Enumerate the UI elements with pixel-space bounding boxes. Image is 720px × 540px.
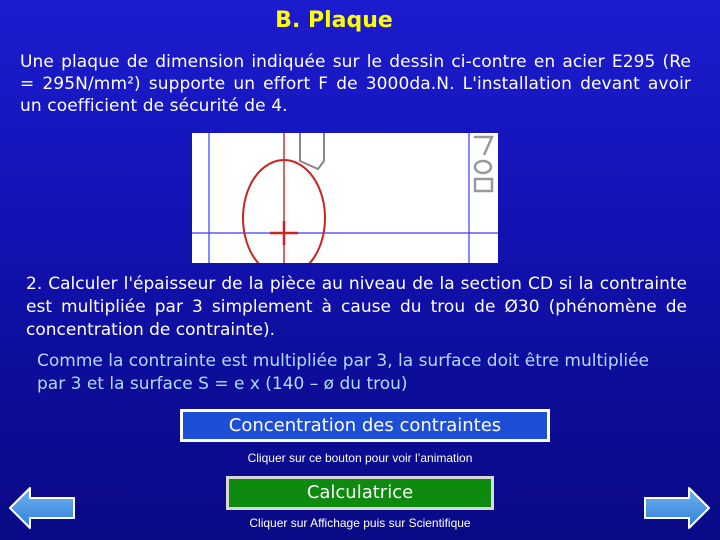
- question-text: 2. Calculer l'épaisseur de la pièce au niveau de la section CD si la contrainte est multipliée par 3 simplement à cause du trou de Ø30 (phénomène de concentration de contrainte).: [26, 274, 687, 340]
- arrow-left-icon: [8, 486, 76, 530]
- calculator-hint: Cliquer sur Affichage puis sur Scientifique: [249, 516, 471, 530]
- answer-text: Comme la contrainte est multipliée par 3, la surface doit être multipliée par 3 et la surface S = e x (140 – ø du trou): [37, 351, 649, 394]
- plate-drawing: [192, 133, 498, 263]
- concentration-hint: Cliquer sur ce bouton pour voir l’animation: [247, 451, 473, 465]
- next-slide-button[interactable]: [643, 486, 711, 530]
- arrow-right-icon: [643, 486, 711, 530]
- problem-statement: Une plaque de dimension indiquée sur le dessin ci-contre en acier E295 (Re = 295N/mm²) supporte un effort F de 3000da.N. L'installation devant avoir un coefficient de sécurité de 4.: [20, 52, 691, 116]
- previous-slide-button[interactable]: [8, 486, 76, 530]
- slide-title: B. Plaque: [275, 8, 393, 33]
- concentration-button[interactable]: Concentration des contraintes: [180, 409, 550, 442]
- plate-drawing-svg: [192, 133, 498, 263]
- calculator-button[interactable]: Calculatrice: [226, 476, 494, 510]
